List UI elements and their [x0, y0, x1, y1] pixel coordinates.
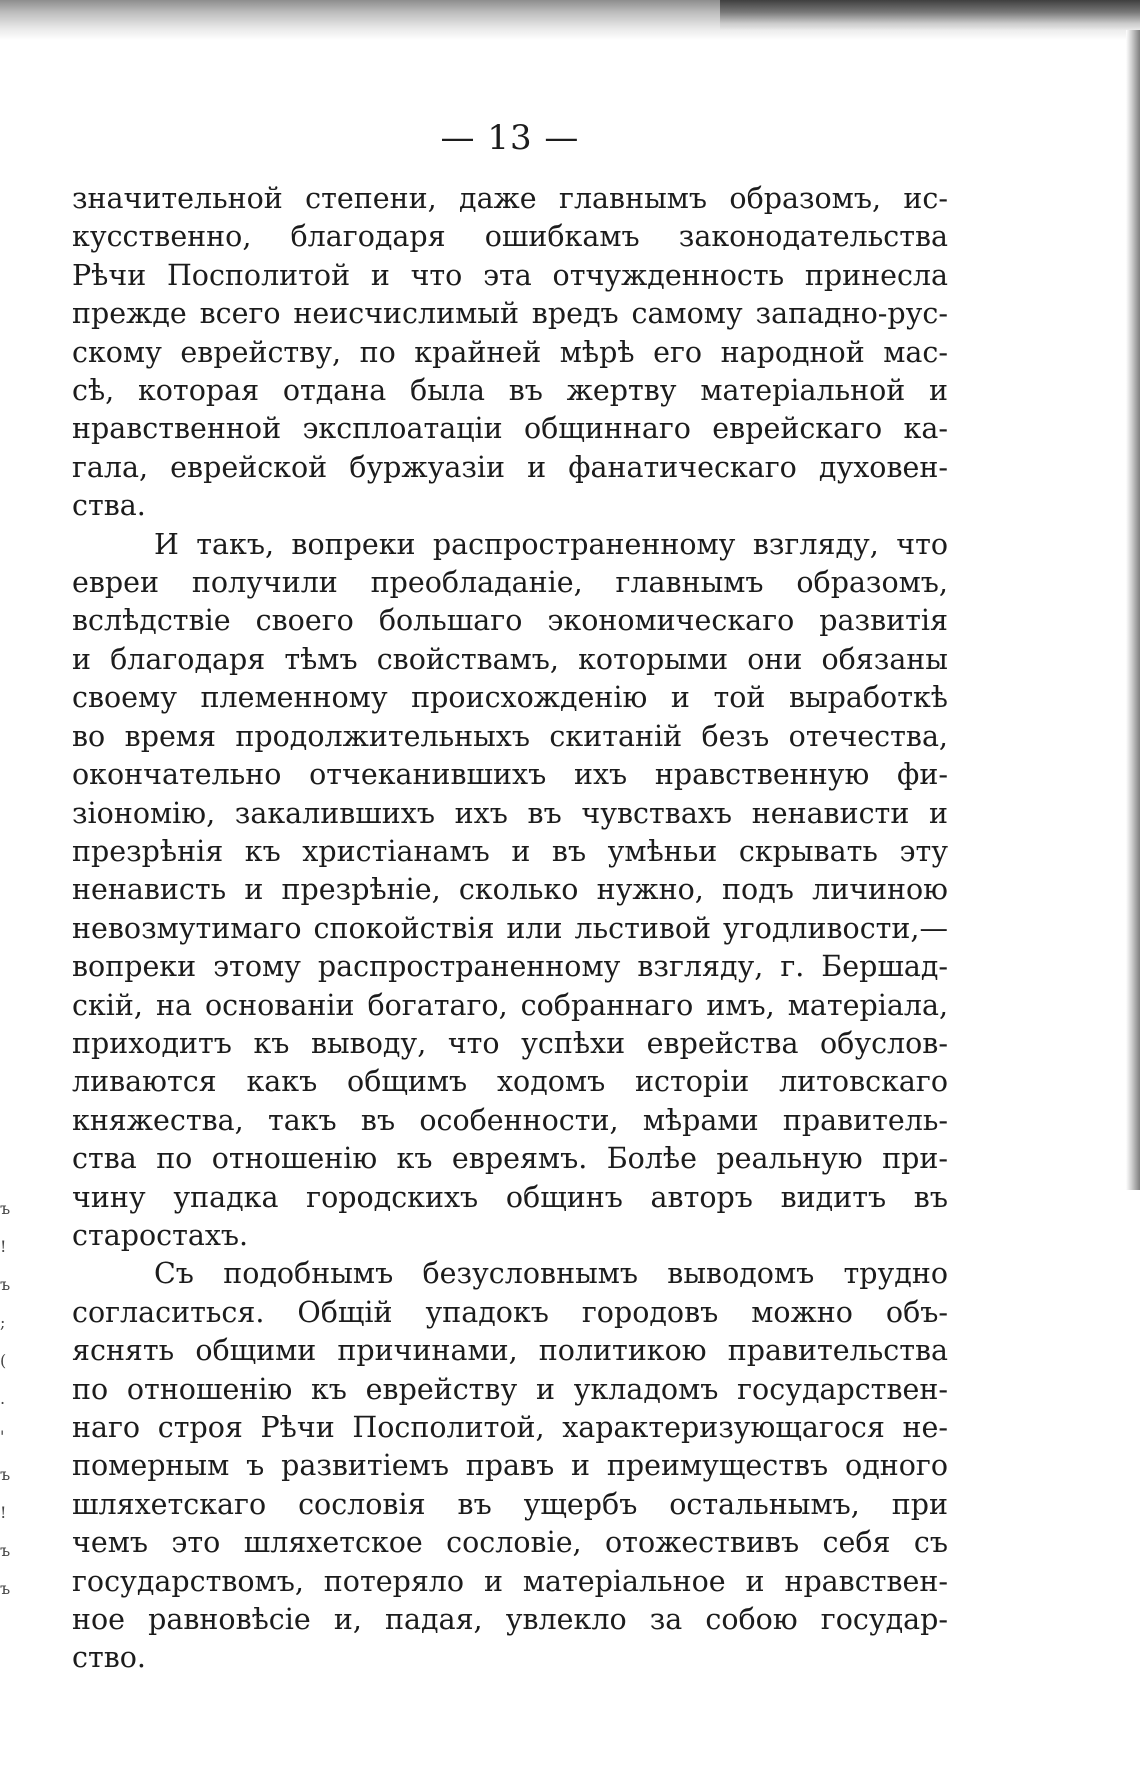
- margin-mark: ъ: [0, 1579, 11, 1598]
- text-line: нравственной эксплоатаціи общиннаго еврейскаго ка-: [72, 412, 948, 446]
- text-line: ства по отношенію къ евреямъ. Болѣе реальную при-: [72, 1142, 948, 1176]
- margin-mark: (: [0, 1351, 7, 1370]
- text-line: согласиться. Общій упадокъ городовъ можно объ-: [72, 1295, 948, 1329]
- text-line: приходитъ къ выводу, что успѣхи еврейства обуслов-: [72, 1026, 948, 1060]
- text-line: ненависть и презрѣніе, сколько нужно, подъ личиною: [72, 873, 948, 907]
- margin-mark: .: [0, 1389, 6, 1408]
- text-line: И такъ, вопреки распространенному взгляду, что: [154, 527, 948, 561]
- margin-mark: ;: [0, 1313, 6, 1332]
- text-line: ливаются какъ общимъ ходомъ исторіи литовскаго: [72, 1065, 948, 1099]
- text-line: по отношенію къ еврейству и укладомъ государствен-: [72, 1372, 948, 1406]
- margin-mark: ъ: [0, 1465, 11, 1484]
- text-line: Рѣчи Посполитой и что эта отчужденность принесла: [72, 258, 948, 292]
- text-line: во время продолжительныхъ скитаній безъ отечества,: [72, 719, 948, 753]
- text-line: старостахъ.: [72, 1218, 249, 1252]
- text-line: сѣ, которая отдана была въ жертву матеріальной и: [72, 374, 948, 408]
- text-line: княжества, такъ въ особенности, мѣрами правитель-: [72, 1103, 948, 1137]
- text-line: евреи получили преобладаніе, главнымъ образомъ,: [72, 566, 948, 600]
- margin-mark: ъ: [0, 1275, 11, 1294]
- scan-right-edge: [1126, 30, 1140, 1190]
- margin-mark: ъ: [0, 1541, 11, 1560]
- margin-mark: ': [0, 1427, 5, 1446]
- text-line: вслѣдствіе своего большаго экономическаго развитія: [72, 604, 948, 638]
- page-number: — 13 —: [440, 118, 580, 158]
- text-line: чину упадка городскихъ общинъ авторъ видитъ въ: [72, 1180, 948, 1214]
- text-line: ство.: [72, 1641, 146, 1675]
- text-line: окончательно отчеканившихъ ихъ нравственную фи-: [72, 758, 948, 792]
- text-line: и благодаря тѣмъ свойствамъ, которыми они обязаны: [72, 642, 948, 676]
- text-line: яснять общими причинами, политикою правительства: [72, 1334, 948, 1368]
- paragraph-3: [72, 1255, 948, 1677]
- text-line: чемъ это шляхетское сословіе, отожествивъ себя съ: [72, 1526, 948, 1560]
- text-line: значительной степени, даже главнымъ образомъ, ис-: [72, 182, 948, 215]
- left-margin-bleed-marks: [0, 1190, 16, 1610]
- margin-mark: !: [0, 1237, 7, 1256]
- text-line: презрѣнія къ христіанамъ и въ умѣньи скрывать эту: [72, 834, 948, 868]
- text-line: гала, еврейской буржуазіи и фанатическаго духовен-: [72, 450, 948, 484]
- text-line: наго строя Рѣчи Посполитой, характеризующагося не-: [72, 1411, 948, 1444]
- text-line: невозмутимаго спокойствія или льстивой угодливости,—: [72, 911, 948, 945]
- text-line: кусственно, благодаря ошибкамъ законодательства: [72, 220, 948, 254]
- margin-mark: ъ: [0, 1199, 11, 1218]
- text-line: зіономію, закалившихъ ихъ въ чувствахъ ненависти и: [72, 796, 948, 830]
- text-line: скому еврейству, по крайней мѣрѣ его народной мас-: [72, 335, 948, 369]
- book-page: [72, 118, 948, 1678]
- text-line: скій, на основаніи богатаго, собраннаго имъ, матеріала,: [72, 988, 948, 1022]
- scan-top-dark-edge: [720, 0, 1140, 30]
- paragraph-2: [72, 526, 948, 1256]
- text-line: ное равновѣсіе и, падая, увлекло за собою государ-: [72, 1603, 948, 1637]
- margin-mark: !: [0, 1503, 7, 1522]
- text-line: государствомъ, потеряло и матеріальное и нравствен-: [72, 1564, 948, 1598]
- text-line: ства.: [72, 489, 146, 523]
- text-line: прежде всего неисчислимый вредъ самому западно-рус-: [72, 297, 948, 331]
- text-line: своему племенному происхожденію и той выработкѣ: [72, 681, 948, 715]
- text-line: Съ подобнымъ безусловнымъ выводомъ трудно: [154, 1257, 948, 1291]
- text-line: померным ъ развитіемъ правъ и преимуществъ одного: [72, 1449, 948, 1483]
- paragraph-1: [72, 180, 948, 526]
- text-line: шляхетскаго сословія въ ущербъ остальнымъ, при: [72, 1487, 948, 1521]
- text-line: вопреки этому распространенному взгляду, г. Бершад-: [72, 950, 948, 984]
